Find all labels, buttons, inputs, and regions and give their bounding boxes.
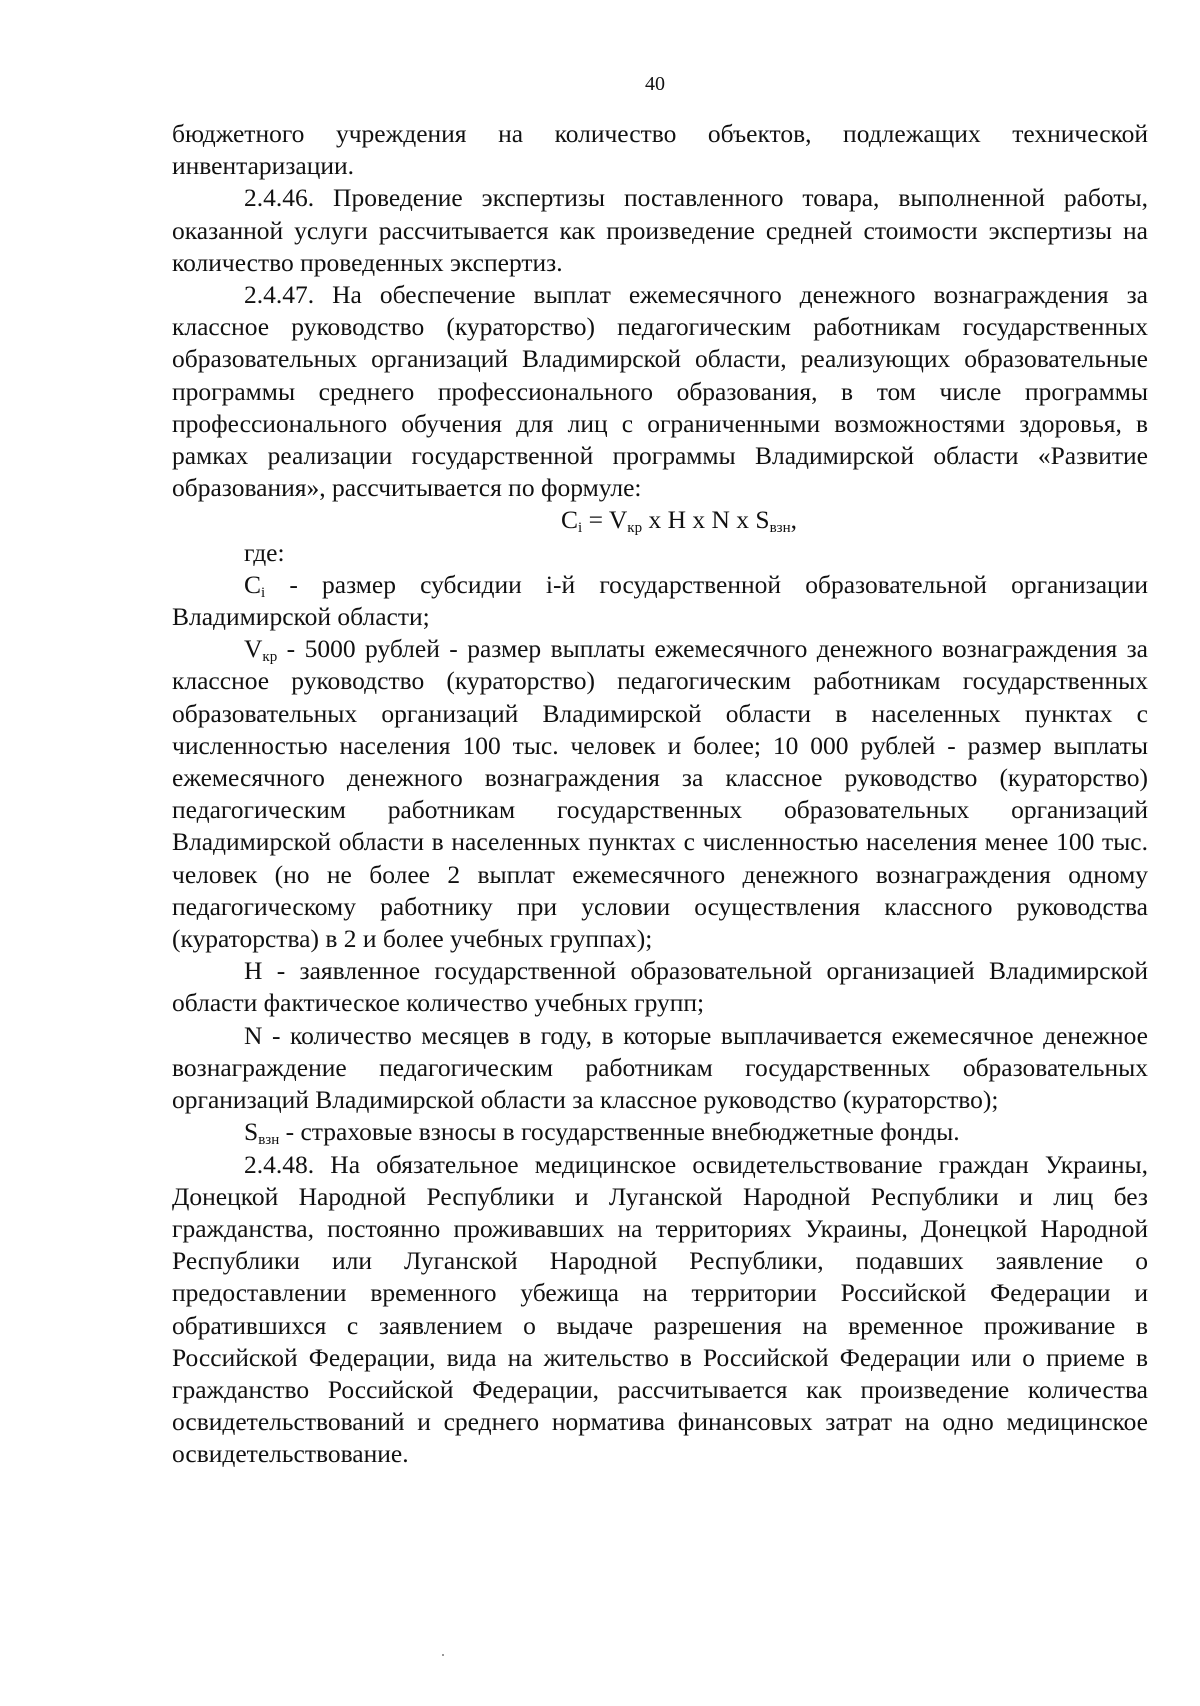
definition-s (172, 1116, 1148, 1148)
definition-ci-text: - размер субсидии i-й государственной образовательной организации Владимирской области; (172, 569, 1148, 632)
definition-s-subscript: взн (258, 1132, 280, 1149)
definition-s-symbol: S (244, 1117, 259, 1147)
definition-s-text: - страховые взносы в государственные внебюджетные фонды. (279, 1117, 960, 1147)
formula-s-subscript: взн (769, 520, 791, 537)
formula-middle: x H x N x S (642, 505, 770, 535)
definition-vkr-text: - 5000 рублей - размер выплаты ежемесячного денежного вознаграждения за классное руководство (кураторство) педагогическим работникам государственных образовательных организаций Владимирской области в населенных пунктах с численностью населения 100 тыс. человек и более; 10 000 рублей - размер выплаты ежемесячного денежного вознаграждения за классное руководство (кураторство) педагогическим работникам государственных образовательных организаций Владимирской области в населенных пунктах с численностью населения менее 100 тыс. человек (но не более 2 выплат ежемесячного денежного вознаграждения одному педагогическому работнику при условии осуществления классного руководства (кураторства) в 2 и более учебных группах); (172, 634, 1148, 954)
paragraph-2-4-47: 2.4.47. На обеспечение выплат ежемесячного денежного вознаграждения за классное руководство (кураторство) педагогическим работникам государственных образовательных организаций Владимирской области, реализующих образовательные программы среднего профессионального образования, в том числе программы профессионального обучения для лиц с ограниченными возможностями здоровья, в рамках реализации государственной программы Владимирской области «Развитие образования», рассчитывается по формуле: (172, 280, 1148, 503)
paragraph-2-4-46: 2.4.46. Проведение экспертизы поставленного товара, выполненной работы, оказанной услуги рассчитывается как произведение средней стоимости экспертизы на количество проведенных экспертиз. (172, 183, 1148, 277)
definition-ci-symbol: C (244, 569, 262, 599)
scan-speck (442, 1654, 444, 1656)
page-number: 40 (645, 73, 665, 95)
formula-eq-v: = V (582, 505, 628, 535)
paragraph-inventory-continuation: бюджетного учреждения на количество объектов, подлежащих технической инвентаризации. (172, 119, 1148, 181)
definition-ci-subscript: i (261, 584, 266, 601)
definition-h: Н - заявленное государственной образовательной организацией Владимирской области фактическое количество учебных групп; (172, 956, 1148, 1018)
definition-n: N - количество месяцев в году, в которые выплачивается ежемесячное денежное вознаграждение педагогическим работникам государственных образовательных организаций Владимирской области за классное руководство (кураторство); (172, 1020, 1148, 1115)
formula (172, 504, 1148, 536)
definition-ci (172, 569, 1148, 633)
formula-c-subscript: i (578, 520, 583, 537)
formula-end: , (790, 505, 798, 535)
definition-vkr (172, 633, 1148, 955)
definition-vkr-subscript: кр (262, 649, 278, 666)
formula-v-subscript: кр (627, 520, 643, 537)
document-body (172, 118, 1148, 1471)
where-label: где: (244, 537, 285, 567)
formula-c: C (561, 505, 579, 535)
definition-vkr-symbol: V (244, 634, 263, 664)
paragraph-2-4-48: 2.4.48. На обязательное медицинское освидетельствование граждан Украины, Донецкой Народной Республики и Луганской Народной Республики и лиц без гражданства, постоянно проживавших на территориях Украины, Донецкой Народной Республики или Луганской Народной Республики, подавших заявление о предоставлении временного убежища на территории Российской Федерации и обратившихся с заявлением о выдаче разрешения на временное проживание в Российской Федерации, вида на жительство в Российской Федерации или о приеме в гражданство Российской Федерации, рассчитывается как произведение количества освидетельствований и среднего норматива финансовых затрат на одно медицинское освидетельствование. (172, 1149, 1148, 1469)
